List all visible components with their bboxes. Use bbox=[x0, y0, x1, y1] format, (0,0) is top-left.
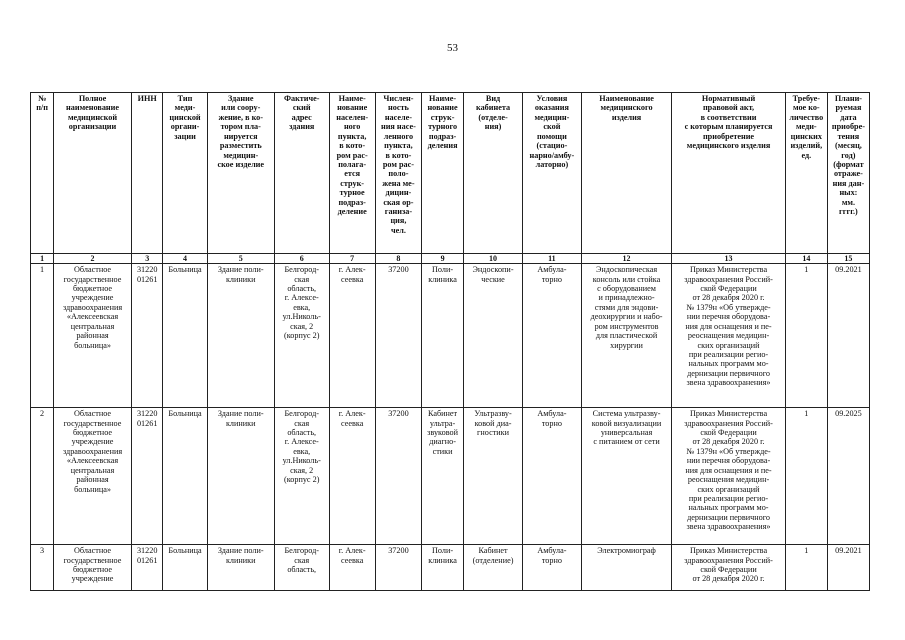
organization-name: Областное государственное бюджетное учреждение здравоохранения «Алексеевская центральная районная больница» bbox=[54, 264, 132, 408]
header-cell: Фактиче- ский адрес здания bbox=[274, 93, 329, 254]
structural-unit: Кабинет ультра- звуковой диагно- стики bbox=[422, 408, 464, 545]
header-cell: Плани- руемая дата приобре- тения (месяц, год) (формат отраже- ния дан- ных: мм. гггг.) bbox=[827, 93, 869, 254]
column-number: 1 bbox=[31, 254, 54, 264]
inn: 31220 01261 bbox=[131, 545, 163, 591]
address: Белгород- ская область, г. Алексе- евка, ул.Николь- ская, 2 (корпус 2) bbox=[274, 264, 329, 408]
settlement: г. Алек- сеевка bbox=[329, 264, 375, 408]
header-cell: Наименование медицинского изделия bbox=[581, 93, 671, 254]
organization-type: Больница bbox=[163, 408, 207, 545]
row-number: 2 bbox=[31, 408, 54, 545]
row-number: 3 bbox=[31, 545, 54, 591]
device-name: Электромиограф bbox=[581, 545, 671, 591]
header-cell: Нормативный правовой акт, в соответствии с которым планируется приобретение медицинского изделия bbox=[672, 93, 786, 254]
building: Здание поли- клиники bbox=[207, 408, 274, 545]
device-name: Эндоскопическая консоль или стойка с оборудованием и принадлежно- стями для эндови- деохирургии и набо- ром инструментов для пластической хирургии bbox=[581, 264, 671, 408]
cabinet-type: Ультразву- ковой диа- гностики bbox=[464, 408, 523, 545]
address: Белгород- ская область, г. Алексе- евка, ул.Николь- ская, 2 (корпус 2) bbox=[274, 408, 329, 545]
quantity: 1 bbox=[785, 264, 827, 408]
column-number: 13 bbox=[672, 254, 786, 264]
population: 37200 bbox=[375, 408, 421, 545]
header-row bbox=[31, 93, 870, 254]
care-conditions: Амбула- торно bbox=[522, 264, 581, 408]
column-number: 5 bbox=[207, 254, 274, 264]
column-number: 14 bbox=[785, 254, 827, 264]
header-cell: Требуе- мое ко- личество меди- цинских изделий, ед. bbox=[785, 93, 827, 254]
inn: 31220 01261 bbox=[131, 264, 163, 408]
organization-type: Больница bbox=[163, 545, 207, 591]
address: Белгород- ская область, bbox=[274, 545, 329, 591]
population: 37200 bbox=[375, 264, 421, 408]
cabinet-type: Эндоскопи- ческие bbox=[464, 264, 523, 408]
header-cell: Полное наименование медицинской организации bbox=[54, 93, 132, 254]
column-number: 9 bbox=[422, 254, 464, 264]
organization-name: Областное государственное бюджетное учреждение здравоохранения «Алексеевская центральная районная больница» bbox=[54, 408, 132, 545]
header-cell: Наиме- нование населен- ного пункта, в кото- ром рас- полага- ется струк- турное подраз- деление bbox=[329, 93, 375, 254]
legal-act: Приказ Министерства здравоохранения Россий- ской Федерации от 28 декабря 2020 г. № 1379н «Об утвержде- нии перечня оборудова- ния для оснащения и пе- реоснащения медицин- ских организаций при реализации регио- нальных программ мо- дернизации первичного звена здравоохранения» bbox=[672, 264, 786, 408]
column-number: 12 bbox=[581, 254, 671, 264]
device-name: Система ультразву- ковой визуализации универсальная с питанием от сети bbox=[581, 408, 671, 545]
structural-unit: Поли- клиника bbox=[422, 545, 464, 591]
header-cell: Числен- ность населе- ния насе- ленного пункта, в кото- ром рас- поло- жена ме- дицин- ская ор- ганиза- ция, чел. bbox=[375, 93, 421, 254]
medical-equipment-table bbox=[30, 92, 870, 591]
population: 37200 bbox=[375, 545, 421, 591]
table-row bbox=[31, 408, 870, 545]
care-conditions: Амбула- торно bbox=[522, 408, 581, 545]
header-cell: Условия оказания медицин- ской помощи (стацио- нарно/амбу- латорно) bbox=[522, 93, 581, 254]
building: Здание поли- клиники bbox=[207, 264, 274, 408]
column-number-row bbox=[31, 254, 870, 264]
column-number: 8 bbox=[375, 254, 421, 264]
planned-date: 09.2021 bbox=[827, 545, 869, 591]
planned-date: 09.2025 bbox=[827, 408, 869, 545]
legal-act: Приказ Министерства здравоохранения Россий- ской Федерации от 28 декабря 2020 г. № 1379н «Об утвержде- нии перечня оборудова- ния для оснащения и пе- реоснащения медицин- ских организаций при реализации регио- нальных программ мо- дернизации первичного звена здравоохранения» bbox=[672, 408, 786, 545]
header-cell: Тип меди- цинской органи- зации bbox=[163, 93, 207, 254]
header-cell: № п/п bbox=[31, 93, 54, 254]
row-number: 1 bbox=[31, 264, 54, 408]
header-cell: Наиме- нование струк- турного подраз- деления bbox=[422, 93, 464, 254]
settlement: г. Алек- сеевка bbox=[329, 545, 375, 591]
building: Здание поли- клиники bbox=[207, 545, 274, 591]
organization-type: Больница bbox=[163, 264, 207, 408]
quantity: 1 bbox=[785, 545, 827, 591]
header-cell: Вид кабинета (отделе- ния) bbox=[464, 93, 523, 254]
column-number: 15 bbox=[827, 254, 869, 264]
column-number: 4 bbox=[163, 254, 207, 264]
page-number: 53 bbox=[447, 42, 458, 54]
care-conditions: Амбула- торно bbox=[522, 545, 581, 591]
quantity: 1 bbox=[785, 408, 827, 545]
table-row bbox=[31, 264, 870, 408]
header-cell: Здание или соору- жение, в ко- тором пла- нируется разместить медицин- ское изделие bbox=[207, 93, 274, 254]
cabinet-type: Кабинет (отделение) bbox=[464, 545, 523, 591]
settlement: г. Алек- сеевка bbox=[329, 408, 375, 545]
column-number: 7 bbox=[329, 254, 375, 264]
structural-unit: Поли- клиника bbox=[422, 264, 464, 408]
inn: 31220 01261 bbox=[131, 408, 163, 545]
column-number: 6 bbox=[274, 254, 329, 264]
column-number: 3 bbox=[131, 254, 163, 264]
column-number: 2 bbox=[54, 254, 132, 264]
header-cell: ИНН bbox=[131, 93, 163, 254]
organization-name: Областное государственное бюджетное учреждение bbox=[54, 545, 132, 591]
legal-act: Приказ Министерства здравоохранения Россий- ской Федерации от 28 декабря 2020 г. bbox=[672, 545, 786, 591]
column-number: 11 bbox=[522, 254, 581, 264]
column-number: 10 bbox=[464, 254, 523, 264]
planned-date: 09.2021 bbox=[827, 264, 869, 408]
table-row bbox=[31, 545, 870, 591]
